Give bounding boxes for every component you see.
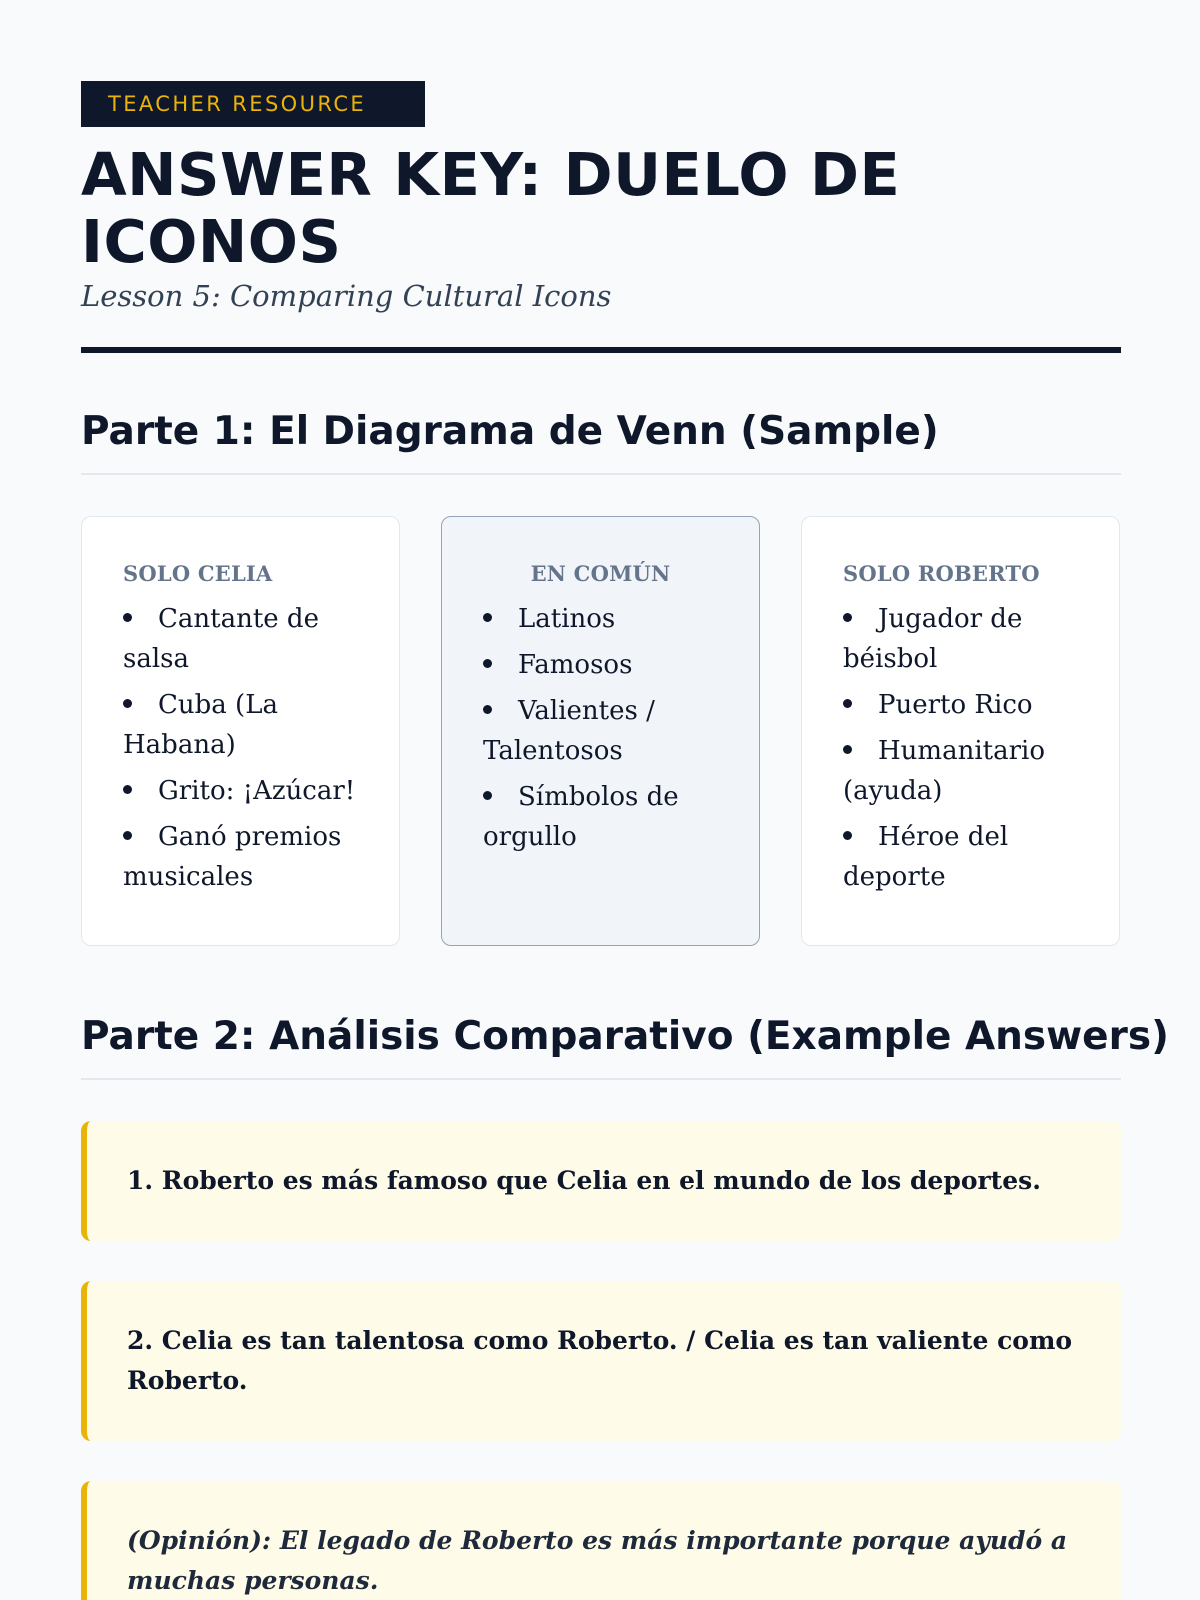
part1-heading: Parte 1: El Diagrama de Venn (Sample) xyxy=(81,409,939,454)
list-item: Famosos xyxy=(483,645,735,685)
bullet-icon xyxy=(843,831,852,840)
bullet-icon xyxy=(843,745,852,754)
bullet-icon xyxy=(483,791,492,800)
part2-heading: Parte 2: Análisis Comparativo (Example Answers) xyxy=(81,1014,1169,1059)
bullet-icon xyxy=(483,705,492,714)
list-item: Valientes / Talentosos xyxy=(483,696,655,766)
page-subtitle: Lesson 5: Comparing Cultural Icons xyxy=(81,279,612,313)
venn-column-celia xyxy=(81,516,400,946)
bullet-icon xyxy=(123,699,132,708)
bullet-icon xyxy=(483,659,492,668)
part2-divider xyxy=(81,1078,1121,1080)
answer-text: 2. Celia es tan talentosa como Roberto. / Celia es tan valiente como Roberto. xyxy=(127,1326,1073,1395)
venn-list xyxy=(843,599,1095,897)
answer-card-2 xyxy=(81,1281,1121,1441)
answer-text: (Opinión): El legado de Roberto es más importante porque ayudó a muchas personas. xyxy=(127,1526,1068,1595)
venn-column-label: EN COMÚN xyxy=(530,561,671,586)
venn-column-roberto xyxy=(801,516,1120,946)
list-item: Héroe del deporte xyxy=(843,822,1009,892)
venn-diagram xyxy=(81,516,1121,946)
venn-column-en-comun xyxy=(441,516,760,946)
list-item: Símbolos de orgullo xyxy=(483,782,679,852)
answer-card-1 xyxy=(81,1121,1121,1241)
list-item: Jugador de béisbol xyxy=(843,604,1023,674)
venn-list xyxy=(123,599,375,897)
header-divider xyxy=(81,347,1121,353)
bullet-icon xyxy=(843,613,852,622)
teacher-resource-badge: TEACHER RESOURCE xyxy=(81,81,425,127)
bullet-icon xyxy=(483,613,492,622)
list-item: Latinos xyxy=(483,599,735,639)
list-item: Cuba (La Habana) xyxy=(123,690,278,760)
bullet-icon xyxy=(843,699,852,708)
list-item: Humanitario (ayuda) xyxy=(843,736,1045,806)
page-title: ANSWER KEY: DUELO DE ICONOS xyxy=(81,140,901,276)
list-item: Grito: ¡Azúcar! xyxy=(123,771,375,811)
answer-card-opinion xyxy=(81,1481,1121,1600)
bullet-icon xyxy=(123,785,132,794)
list-item: Ganó premios musicales xyxy=(123,822,342,892)
list-item: Puerto Rico xyxy=(843,685,1095,725)
bullet-icon xyxy=(123,613,132,622)
list-item: Cantante de salsa xyxy=(123,604,319,674)
venn-column-label: SOLO ROBERTO xyxy=(843,561,1040,586)
part1-divider xyxy=(81,473,1121,475)
answer-text: 1. Roberto es más famoso que Celia en el mundo de los deportes. xyxy=(127,1166,1041,1195)
bullet-icon xyxy=(123,831,132,840)
venn-column-label: SOLO CELIA xyxy=(123,561,273,586)
venn-list xyxy=(483,599,735,857)
